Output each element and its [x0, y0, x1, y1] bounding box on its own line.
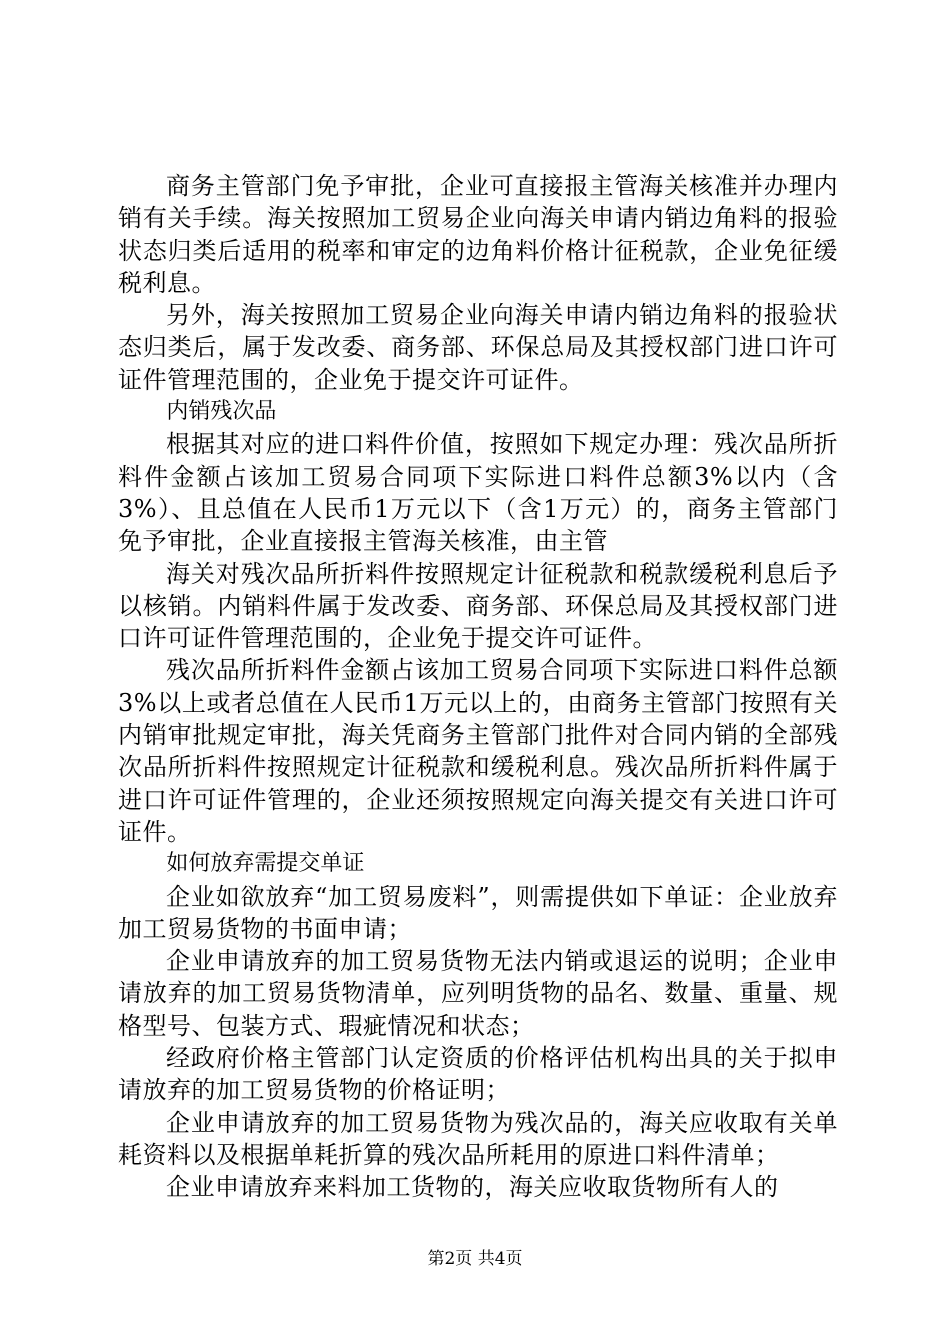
document-body: [118, 170, 838, 1204]
paragraph: 企业如欲放弃“加工贸易废料”，则需提供如下单证：企业放弃加工贸易货物的书面申请；: [118, 882, 838, 943]
section-heading: 如何放弃需提交单证: [166, 851, 365, 877]
paragraph: 商务主管部门免予审批，企业可直接报主管海关核准并办理内销有关手续。海关按照加工贸易企业向海关申请内销边角料的报验状态归类后适用的税率和审定的边角料价格计征税款，企业免征缓税利息。: [118, 172, 838, 297]
paragraph: 企业申请放弃的加工贸易货物为残次品的，海关应收取有关单耗资料以及根据单耗折算的残次品所耗用的原进口料件清单；: [118, 1108, 838, 1169]
paragraph: 另外，海关按照加工贸易企业向海关申请内销边角料的报验状态归类后，属于发改委、商务部、环保总局及其授权部门进口许可证件管理范围的，企业免于提交许可证件。: [118, 301, 838, 394]
paragraph: 根据其对应的进口料件价值，按照如下规定办理：残次品所折料件金额占该加工贸易合同项下实际进口料件总额3%以内（含3%）、且总值在人民币1万元以下（含1万元）的，商务主管部门免予审批，企业直接报主管海关核准，由主管: [118, 430, 838, 556]
paragraph: 企业申请放弃的加工贸易货物无法内销或退运的说明；企业申请放弃的加工贸易货物清单，应列明货物的品名、数量、重量、规格型号、包装方式、瑕疵情况和状态；: [118, 947, 838, 1040]
paragraph: 海关对残次品所折料件按照规定计征税款和税款缓税利息后予以核销。内销料件属于发改委、商务部、环保总局及其授权部门进口许可证件管理范围的，企业免于提交许可证件。: [118, 559, 838, 653]
paragraph: 残次品所折料件金额占该加工贸易合同项下实际进口料件总额3%以上或者总值在人民币1万元以上的，由商务主管部门按照有关内销审批规定审批，海关凭商务主管部门批件对合同内销的全部残次品所折料件按照规定计征税款和缓税利息。残次品所折料件属于进口许可证件管理的，企业还须按照规定向海关提交有关进口许可证件。: [118, 656, 838, 846]
paragraph: 经政府价格主管部门认定资质的价格评估机构出具的关于拟申请放弃的加工贸易货物的价格证明；: [118, 1044, 838, 1105]
page-footer: 第2页 共4页: [427, 1249, 523, 1269]
section-heading: 内销残次品: [166, 399, 277, 425]
paragraph: 企业申请放弃来料加工货物的，海关应收取货物所有人的: [166, 1173, 779, 1202]
